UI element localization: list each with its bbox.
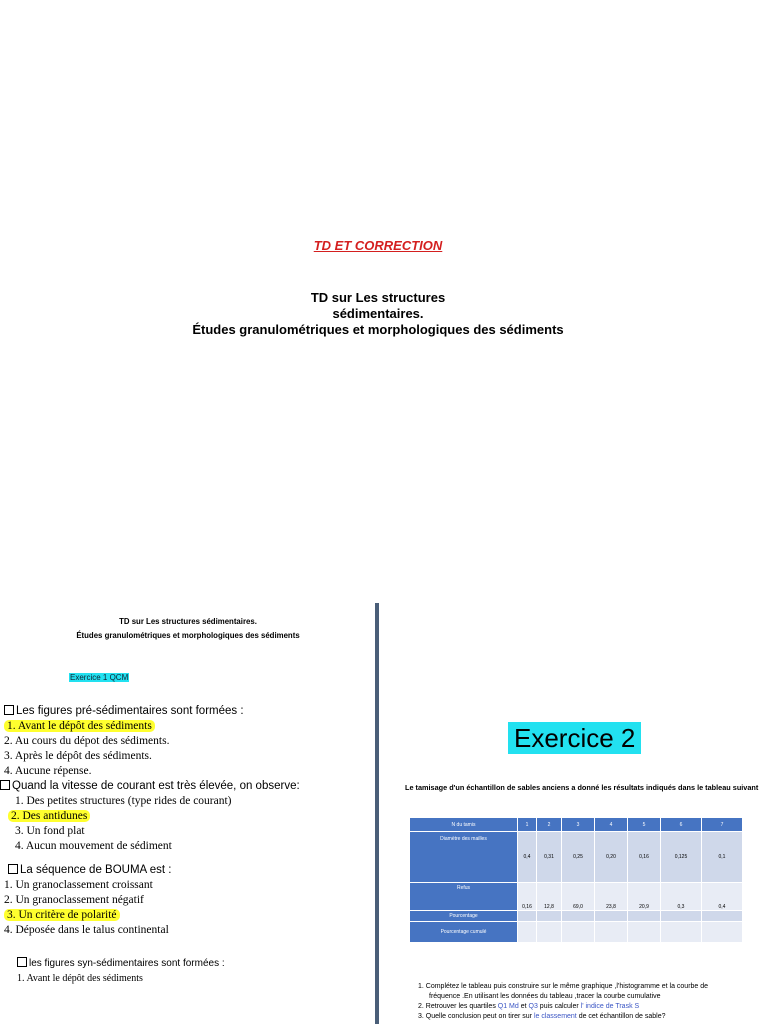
highlighted-answer: 3. Un critère de polarité <box>4 909 120 921</box>
table-cell[interactable] <box>518 911 537 922</box>
row-label: Pourcentage cumulé <box>410 922 518 943</box>
answer: 3. Un fond plat <box>15 825 85 837</box>
table-cell[interactable] <box>628 911 661 922</box>
title-line: TD sur Les structures <box>310 290 446 305</box>
instruction-line <box>418 1012 768 1022</box>
table-cell[interactable] <box>537 911 562 922</box>
exercise2-title: Exercice 2 <box>508 722 641 754</box>
table-cell[interactable] <box>518 922 537 943</box>
instruction-highlight: Q1 Md <box>497 1003 519 1010</box>
table-cell: 20,9 <box>628 883 661 911</box>
table-cell[interactable] <box>595 911 628 922</box>
instruction-line <box>418 1002 768 1012</box>
checkbox-icon <box>0 780 10 790</box>
exercise1-tag: Exercice 1 QCM <box>70 673 129 682</box>
instruction-text: 2. Retrouver les quartiles <box>418 1003 498 1010</box>
table-cell: 0,16 <box>628 832 661 883</box>
page-title <box>0 290 756 338</box>
small-title-line: Études granulométriques et morphologiques des sédiments <box>76 630 300 640</box>
checkbox-icon <box>17 957 27 967</box>
row-label: Refus <box>410 883 518 911</box>
highlighted-answer: 2. Des antidunes <box>8 810 90 822</box>
question <box>17 956 376 971</box>
table-header-cell: 3 <box>562 818 595 832</box>
small-title-line: TD sur Les structures sédimentaires. <box>119 616 257 626</box>
table-cell: 0,4 <box>518 832 537 883</box>
question-text: Quand la vitesse de courant est très élevée, on observe: <box>12 780 300 792</box>
page-divider <box>375 603 379 1024</box>
question-text: les figures syn-sédimentaires sont formées : <box>29 958 225 969</box>
table-row <box>410 911 743 922</box>
exercise2-instructions <box>418 982 768 1022</box>
answer: 1. Avant le dépôt des sédiments <box>17 973 143 984</box>
instruction-text: et <box>518 1003 529 1010</box>
table-header-row <box>410 818 743 832</box>
instruction-text: de cet échantillon de sable? <box>576 1013 666 1020</box>
table-cell: 23,8 <box>595 883 628 911</box>
small-title <box>15 614 361 642</box>
answer <box>8 809 376 824</box>
table-header-label: N du tamis <box>410 818 518 832</box>
instruction-text: 3. Quelle conclusion peut on tirer sur <box>418 1013 534 1020</box>
instruction-line: 1. Complétez le tableau puis construire sur le même graphique ,l'histogramme et la courbe de <box>418 983 709 990</box>
granulometry-table <box>409 817 743 943</box>
qcm-list <box>0 704 376 986</box>
table-cell: 69,0 <box>562 883 595 911</box>
exercise1-panel <box>0 600 376 1024</box>
table-header-cell: 6 <box>661 818 702 832</box>
instruction-highlight: le classement <box>533 1013 577 1020</box>
table-cell[interactable] <box>661 922 702 943</box>
answer <box>4 719 376 734</box>
title-line: sédimentaires. <box>332 306 424 321</box>
table-cell: 0,4 <box>702 883 743 911</box>
table-cell[interactable] <box>661 911 702 922</box>
table-cell[interactable] <box>595 922 628 943</box>
table-cell[interactable] <box>562 911 595 922</box>
question <box>0 779 376 794</box>
table-cell[interactable] <box>702 922 743 943</box>
table-header-cell: 5 <box>628 818 661 832</box>
question-text: La séquence de BOUMA est : <box>20 864 172 876</box>
instruction-line: fréquence .En utilisant les données du tableau ,tracer la courbe cumulative <box>429 993 661 1000</box>
answer: 2. Un granoclassement négatif <box>4 894 144 906</box>
answer: 4. Aucun mouvement de sédiment <box>15 840 172 852</box>
instruction-highlight: l' indice de Trask S <box>580 1003 640 1010</box>
table-header-cell: 7 <box>702 818 743 832</box>
table-cell: 0,20 <box>595 832 628 883</box>
table-row <box>410 922 743 943</box>
table-cell: 12,8 <box>537 883 562 911</box>
table-row <box>410 883 743 911</box>
table-cell: 0,3 <box>661 883 702 911</box>
instruction-highlight: Q3 <box>528 1003 538 1010</box>
question <box>4 704 376 719</box>
table-row <box>410 832 743 883</box>
table-cell: 0,31 <box>537 832 562 883</box>
td-heading: TD ET CORRECTION <box>313 238 443 253</box>
title-line: Études granulométriques et morphologiques des sédiments <box>192 322 564 337</box>
table-header-cell: 1 <box>518 818 537 832</box>
exercise2-intro: Le tamisage d'un échantillon de sables anciens a donné les résultats indiqués dans le tableau suivant <box>405 783 759 792</box>
table-header-cell: 2 <box>537 818 562 832</box>
row-label: Pourcentage <box>410 911 518 922</box>
question-text: Les figures pré-sédimentaires sont formées : <box>16 705 244 717</box>
table-header-cell: 4 <box>595 818 628 832</box>
highlighted-answer: 1. Avant le dépôt des sédiments <box>4 720 155 732</box>
row-label: Diamètre des mailles <box>410 832 518 883</box>
table-cell: 0,25 <box>562 832 595 883</box>
instruction-text: puis calculer <box>537 1003 581 1010</box>
answer: 2. Au cours du dépot des sédiments. <box>4 735 170 747</box>
table-cell[interactable] <box>562 922 595 943</box>
checkbox-icon <box>8 864 18 874</box>
table-cell: 0,1 <box>702 832 743 883</box>
answer <box>4 908 376 923</box>
answer: 4. Déposée dans le talus continental <box>4 924 169 936</box>
table-cell: 0,125 <box>661 832 702 883</box>
answer: 4. Aucune répense. <box>4 765 92 777</box>
answer: 1. Un granoclassement croissant <box>4 879 153 891</box>
table-cell[interactable] <box>537 922 562 943</box>
answer: 3. Après le dépôt des sédiments. <box>4 750 152 762</box>
table-cell[interactable] <box>628 922 661 943</box>
checkbox-icon <box>4 705 14 715</box>
answer: 1. Des petites structures (type rides de courant) <box>15 795 232 807</box>
table-cell: 0,16 <box>518 883 537 911</box>
table-cell[interactable] <box>702 911 743 922</box>
question <box>8 863 376 878</box>
